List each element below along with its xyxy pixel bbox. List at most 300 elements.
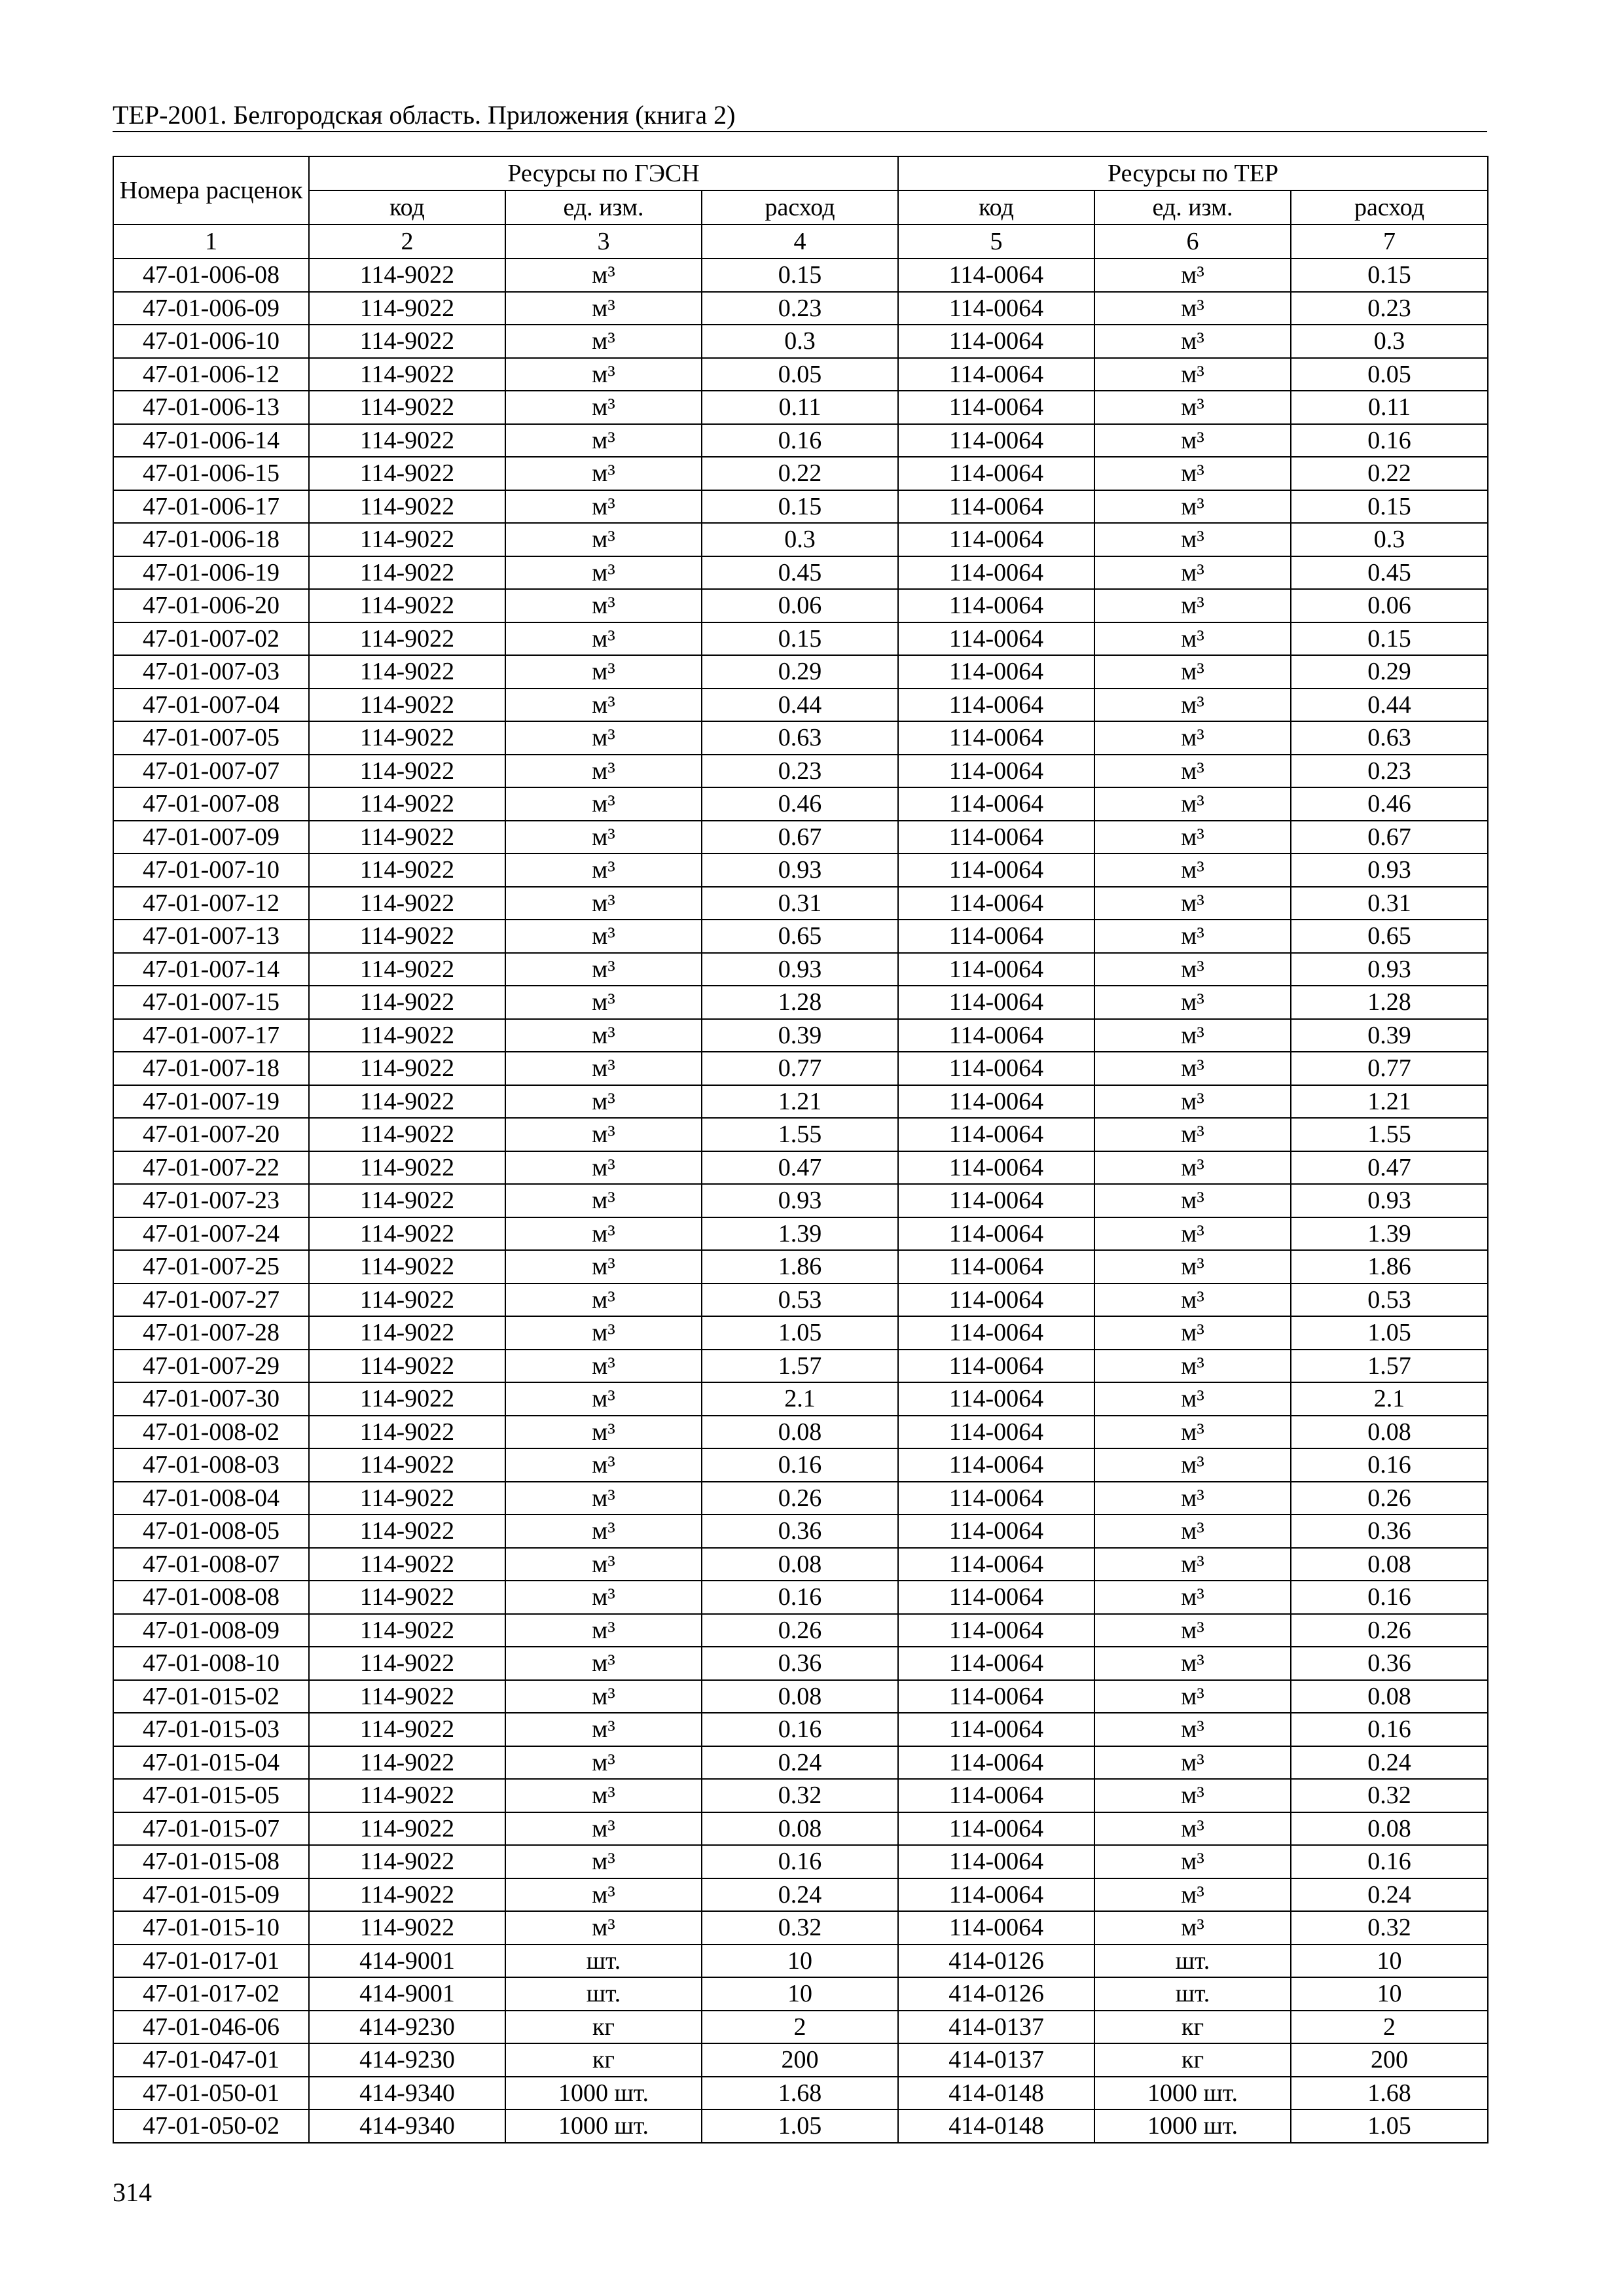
header-gesn-qty: расход: [702, 190, 898, 224]
rate-number-cell: 47-01-007-14: [113, 953, 309, 986]
ter-code-cell: 114-0064: [898, 1184, 1094, 1217]
ter-qty-cell: 0.08: [1291, 1680, 1488, 1713]
gesn-code-cell: 114-9022: [309, 1581, 505, 1614]
ter-qty-cell: 0.93: [1291, 853, 1488, 887]
ter-qty-cell: 0.23: [1291, 755, 1488, 788]
rate-number-cell: 47-01-008-07: [113, 1548, 309, 1581]
gesn-code-cell: 114-9022: [309, 1019, 505, 1052]
ter-qty-cell: 0.08: [1291, 1812, 1488, 1846]
gesn-unit-cell: м³: [505, 1647, 702, 1680]
ter-unit-cell: м³: [1094, 1416, 1291, 1449]
ter-unit-cell: м³: [1094, 1217, 1291, 1251]
table-row: [113, 2043, 1488, 2077]
gesn-unit-cell: м³: [505, 1151, 702, 1185]
ter-code-cell: 114-0064: [898, 853, 1094, 887]
gesn-code-cell: 114-9022: [309, 490, 505, 524]
rate-number-cell: 47-01-047-01: [113, 2043, 309, 2077]
rate-number-cell: 47-01-007-09: [113, 821, 309, 854]
gesn-code-cell: 114-9022: [309, 1713, 505, 1746]
gesn-code-cell: 114-9022: [309, 325, 505, 358]
ter-unit-cell: м³: [1094, 1118, 1291, 1151]
table-row: [113, 1382, 1488, 1416]
gesn-code-cell: 114-9022: [309, 523, 505, 556]
ter-unit-cell: м³: [1094, 391, 1291, 424]
ter-unit-cell: м³: [1094, 325, 1291, 358]
gesn-qty-cell: 1.05: [702, 2109, 898, 2143]
gesn-code-cell: 114-9022: [309, 1416, 505, 1449]
ter-qty-cell: 2: [1291, 2011, 1488, 2044]
gesn-unit-cell: м³: [505, 1184, 702, 1217]
gesn-code-cell: 114-9022: [309, 622, 505, 656]
table-row: [113, 1977, 1488, 2011]
ter-qty-cell: 0.44: [1291, 689, 1488, 722]
ter-qty-cell: 200: [1291, 2043, 1488, 2077]
ter-qty-cell: 0.67: [1291, 821, 1488, 854]
ter-code-cell: 114-0064: [898, 424, 1094, 457]
ter-code-cell: 114-0064: [898, 1283, 1094, 1317]
col-num-6: 6: [1094, 224, 1291, 259]
gesn-code-cell: 414-9001: [309, 1945, 505, 1978]
ter-code-cell: 114-0064: [898, 821, 1094, 854]
gesn-qty-cell: 1.21: [702, 1085, 898, 1119]
ter-unit-cell: м³: [1094, 1382, 1291, 1416]
rate-number-cell: 47-01-008-05: [113, 1515, 309, 1548]
table-row: [113, 953, 1488, 986]
table-body: [113, 259, 1488, 2143]
ter-code-cell: 414-0126: [898, 1977, 1094, 2011]
gesn-qty-cell: 0.15: [702, 490, 898, 524]
table-row: [113, 1647, 1488, 1680]
ter-unit-cell: м³: [1094, 622, 1291, 656]
ter-unit-cell: м³: [1094, 424, 1291, 457]
ter-qty-cell: 0.15: [1291, 259, 1488, 292]
rate-number-cell: 47-01-050-02: [113, 2109, 309, 2143]
resources-table: [113, 156, 1489, 2144]
gesn-code-cell: 414-9230: [309, 2043, 505, 2077]
gesn-code-cell: 114-9022: [309, 1151, 505, 1185]
gesn-code-cell: 114-9022: [309, 787, 505, 821]
ter-unit-cell: м³: [1094, 1647, 1291, 1680]
ter-qty-cell: 0.63: [1291, 721, 1488, 755]
rate-number-cell: 47-01-006-12: [113, 358, 309, 391]
rate-number-cell: 47-01-007-18: [113, 1052, 309, 1085]
gesn-code-cell: 114-9022: [309, 1085, 505, 1119]
ter-qty-cell: 0.16: [1291, 1845, 1488, 1878]
gesn-unit-cell: м³: [505, 622, 702, 656]
table-row: [113, 1250, 1488, 1283]
rate-number-cell: 47-01-006-13: [113, 391, 309, 424]
table-row: [113, 1845, 1488, 1878]
ter-qty-cell: 1.05: [1291, 2109, 1488, 2143]
rate-number-cell: 47-01-008-10: [113, 1647, 309, 1680]
gesn-unit-cell: кг: [505, 2011, 702, 2044]
ter-code-cell: 114-0064: [898, 358, 1094, 391]
col-num-5: 5: [898, 224, 1094, 259]
gesn-qty-cell: 0.16: [702, 424, 898, 457]
rate-number-cell: 47-01-015-08: [113, 1845, 309, 1878]
gesn-qty-cell: 0.16: [702, 1448, 898, 1482]
table-row: [113, 1085, 1488, 1119]
gesn-qty-cell: 0.32: [702, 1911, 898, 1945]
table-row: [113, 1217, 1488, 1251]
gesn-qty-cell: 0.36: [702, 1515, 898, 1548]
gesn-unit-cell: м³: [505, 424, 702, 457]
gesn-qty-cell: 0.63: [702, 721, 898, 755]
ter-unit-cell: м³: [1094, 1911, 1291, 1945]
ter-unit-cell: м³: [1094, 721, 1291, 755]
ter-unit-cell: м³: [1094, 589, 1291, 622]
gesn-unit-cell: м³: [505, 1812, 702, 1846]
ter-qty-cell: 0.53: [1291, 1283, 1488, 1317]
table-row: [113, 1482, 1488, 1515]
table-row: [113, 1911, 1488, 1945]
table-row: [113, 424, 1488, 457]
rate-number-cell: 47-01-007-02: [113, 622, 309, 656]
table-row: [113, 986, 1488, 1019]
gesn-code-cell: 114-9022: [309, 1316, 505, 1350]
table-row: [113, 1548, 1488, 1581]
table-row: [113, 1316, 1488, 1350]
ter-unit-cell: м³: [1094, 986, 1291, 1019]
gesn-code-cell: 114-9022: [309, 1680, 505, 1713]
ter-qty-cell: 0.93: [1291, 1184, 1488, 1217]
gesn-code-cell: 114-9022: [309, 424, 505, 457]
ter-unit-cell: шт.: [1094, 1977, 1291, 2011]
gesn-code-cell: 114-9022: [309, 1614, 505, 1647]
ter-qty-cell: 0.16: [1291, 1713, 1488, 1746]
gesn-unit-cell: кг: [505, 2043, 702, 2077]
ter-code-cell: 114-0064: [898, 655, 1094, 689]
gesn-qty-cell: 0.08: [702, 1548, 898, 1581]
gesn-code-cell: 114-9022: [309, 887, 505, 920]
rate-number-cell: 47-01-008-08: [113, 1581, 309, 1614]
gesn-qty-cell: 0.26: [702, 1614, 898, 1647]
table-row: [113, 622, 1488, 656]
gesn-unit-cell: м³: [505, 391, 702, 424]
gesn-qty-cell: 0.65: [702, 920, 898, 953]
ter-qty-cell: 1.39: [1291, 1217, 1488, 1251]
table-row: [113, 358, 1488, 391]
ter-unit-cell: м³: [1094, 1448, 1291, 1482]
table-row: [113, 2109, 1488, 2143]
table-row: [113, 1416, 1488, 1449]
gesn-qty-cell: 0.3: [702, 325, 898, 358]
ter-qty-cell: 0.24: [1291, 1878, 1488, 1912]
gesn-code-cell: 114-9022: [309, 1812, 505, 1846]
table-row: [113, 391, 1488, 424]
gesn-code-cell: 114-9022: [309, 259, 505, 292]
col-num-3: 3: [505, 224, 702, 259]
table-row: [113, 689, 1488, 722]
ter-code-cell: 114-0064: [898, 1548, 1094, 1581]
rate-number-cell: 47-01-015-07: [113, 1812, 309, 1846]
gesn-unit-cell: м³: [505, 1680, 702, 1713]
table-row: [113, 1779, 1488, 1812]
gesn-unit-cell: м³: [505, 1878, 702, 1912]
ter-code-cell: 114-0064: [898, 622, 1094, 656]
ter-qty-cell: 0.46: [1291, 787, 1488, 821]
rate-number-cell: 47-01-006-19: [113, 556, 309, 590]
gesn-qty-cell: 0.36: [702, 1647, 898, 1680]
gesn-unit-cell: м³: [505, 1911, 702, 1945]
table-row: [113, 556, 1488, 590]
ter-code-cell: 114-0064: [898, 457, 1094, 490]
table-row: [113, 1184, 1488, 1217]
ter-unit-cell: м³: [1094, 1019, 1291, 1052]
rate-number-cell: 47-01-007-12: [113, 887, 309, 920]
ter-code-cell: 114-0064: [898, 1812, 1094, 1846]
table-row: [113, 920, 1488, 953]
ter-code-cell: 114-0064: [898, 1878, 1094, 1912]
table-row: [113, 1118, 1488, 1151]
rate-number-cell: 47-01-007-27: [113, 1283, 309, 1317]
gesn-code-cell: 114-9022: [309, 1184, 505, 1217]
gesn-code-cell: 114-9022: [309, 1548, 505, 1581]
ter-code-cell: 414-0148: [898, 2109, 1094, 2143]
gesn-qty-cell: 0.77: [702, 1052, 898, 1085]
table-row: [113, 1448, 1488, 1482]
gesn-qty-cell: 0.26: [702, 1482, 898, 1515]
ter-unit-cell: м³: [1094, 1316, 1291, 1350]
rate-number-cell: 47-01-007-03: [113, 655, 309, 689]
gesn-code-cell: 114-9022: [309, 1250, 505, 1283]
ter-qty-cell: 0.16: [1291, 1448, 1488, 1482]
gesn-qty-cell: 0.29: [702, 655, 898, 689]
ter-code-cell: 114-0064: [898, 1845, 1094, 1878]
ter-qty-cell: 0.16: [1291, 424, 1488, 457]
gesn-unit-cell: м³: [505, 358, 702, 391]
ter-code-cell: 114-0064: [898, 755, 1094, 788]
gesn-code-cell: 114-9022: [309, 556, 505, 590]
ter-code-cell: 114-0064: [898, 523, 1094, 556]
ter-code-cell: 114-0064: [898, 1779, 1094, 1812]
col-num-4: 4: [702, 224, 898, 259]
header-group-ter: Ресурсы по ТЕР: [898, 156, 1488, 190]
ter-unit-cell: м³: [1094, 1779, 1291, 1812]
rate-number-cell: 47-01-007-23: [113, 1184, 309, 1217]
gesn-code-cell: 414-9001: [309, 1977, 505, 2011]
gesn-unit-cell: 1000 шт.: [505, 2109, 702, 2143]
ter-code-cell: 114-0064: [898, 721, 1094, 755]
ter-qty-cell: 0.15: [1291, 490, 1488, 524]
header-ter-code: код: [898, 190, 1094, 224]
gesn-unit-cell: м³: [505, 325, 702, 358]
gesn-qty-cell: 200: [702, 2043, 898, 2077]
ter-unit-cell: м³: [1094, 1350, 1291, 1383]
gesn-unit-cell: м³: [505, 1779, 702, 1812]
ter-qty-cell: 0.08: [1291, 1416, 1488, 1449]
rate-number-cell: 47-01-050-01: [113, 2077, 309, 2110]
ter-unit-cell: м³: [1094, 358, 1291, 391]
table-row: [113, 490, 1488, 524]
gesn-unit-cell: м³: [505, 655, 702, 689]
gesn-qty-cell: 0.39: [702, 1019, 898, 1052]
rate-number-cell: 47-01-007-20: [113, 1118, 309, 1151]
gesn-code-cell: 114-9022: [309, 358, 505, 391]
ter-qty-cell: 0.3: [1291, 523, 1488, 556]
ter-unit-cell: м³: [1094, 655, 1291, 689]
page-number: 314: [113, 2178, 152, 2207]
header-row-sub: [113, 190, 1488, 224]
rate-number-cell: 47-01-046-06: [113, 2011, 309, 2044]
gesn-code-cell: 114-9022: [309, 821, 505, 854]
ter-unit-cell: м³: [1094, 1515, 1291, 1548]
ter-unit-cell: м³: [1094, 292, 1291, 325]
ter-unit-cell: м³: [1094, 1845, 1291, 1878]
rate-number-cell: 47-01-017-01: [113, 1945, 309, 1978]
ter-unit-cell: м³: [1094, 490, 1291, 524]
ter-unit-cell: м³: [1094, 920, 1291, 953]
gesn-unit-cell: м³: [505, 490, 702, 524]
gesn-code-cell: 114-9022: [309, 1283, 505, 1317]
col-num-1: 1: [113, 224, 309, 259]
ter-unit-cell: м³: [1094, 887, 1291, 920]
gesn-code-cell: 114-9022: [309, 1482, 505, 1515]
gesn-code-cell: 114-9022: [309, 1515, 505, 1548]
ter-code-cell: 114-0064: [898, 325, 1094, 358]
gesn-qty-cell: 0.23: [702, 292, 898, 325]
rate-number-cell: 47-01-007-13: [113, 920, 309, 953]
gesn-unit-cell: м³: [505, 1548, 702, 1581]
rate-number-cell: 47-01-006-10: [113, 325, 309, 358]
gesn-unit-cell: м³: [505, 1019, 702, 1052]
ter-code-cell: 114-0064: [898, 292, 1094, 325]
gesn-qty-cell: 0.46: [702, 787, 898, 821]
gesn-unit-cell: м³: [505, 1746, 702, 1780]
gesn-unit-cell: м³: [505, 1581, 702, 1614]
ter-code-cell: 114-0064: [898, 887, 1094, 920]
ter-code-cell: 114-0064: [898, 1085, 1094, 1119]
ter-unit-cell: кг: [1094, 2011, 1291, 2044]
ter-unit-cell: м³: [1094, 1812, 1291, 1846]
gesn-qty-cell: 2: [702, 2011, 898, 2044]
col-num-2: 2: [309, 224, 505, 259]
rate-number-cell: 47-01-007-17: [113, 1019, 309, 1052]
ter-unit-cell: м³: [1094, 1052, 1291, 1085]
ter-unit-cell: м³: [1094, 1581, 1291, 1614]
gesn-qty-cell: 0.15: [702, 259, 898, 292]
table-row: [113, 1746, 1488, 1780]
rate-number-cell: 47-01-007-30: [113, 1382, 309, 1416]
gesn-unit-cell: м³: [505, 821, 702, 854]
gesn-qty-cell: 0.24: [702, 1878, 898, 1912]
ter-qty-cell: 10: [1291, 1977, 1488, 2011]
table-row: [113, 1350, 1488, 1383]
gesn-unit-cell: м³: [505, 853, 702, 887]
gesn-unit-cell: м³: [505, 1515, 702, 1548]
gesn-qty-cell: 0.32: [702, 1779, 898, 1812]
ter-qty-cell: 0.65: [1291, 920, 1488, 953]
gesn-unit-cell: м³: [505, 589, 702, 622]
header-numbers: Номера расценок: [113, 156, 309, 224]
gesn-qty-cell: 1.39: [702, 1217, 898, 1251]
gesn-qty-cell: 0.05: [702, 358, 898, 391]
rate-number-cell: 47-01-007-08: [113, 787, 309, 821]
gesn-qty-cell: 0.06: [702, 589, 898, 622]
ter-unit-cell: м³: [1094, 787, 1291, 821]
ter-qty-cell: 0.24: [1291, 1746, 1488, 1780]
ter-qty-cell: 0.36: [1291, 1515, 1488, 1548]
ter-qty-cell: 1.28: [1291, 986, 1488, 1019]
gesn-unit-cell: м³: [505, 1448, 702, 1482]
rate-number-cell: 47-01-006-17: [113, 490, 309, 524]
ter-qty-cell: 0.29: [1291, 655, 1488, 689]
header-gesn-code: код: [309, 190, 505, 224]
ter-unit-cell: м³: [1094, 1548, 1291, 1581]
ter-unit-cell: м³: [1094, 1746, 1291, 1780]
gesn-qty-cell: 0.67: [702, 821, 898, 854]
gesn-qty-cell: 0.22: [702, 457, 898, 490]
gesn-unit-cell: м³: [505, 1217, 702, 1251]
gesn-unit-cell: м³: [505, 1382, 702, 1416]
rate-number-cell: 47-01-007-22: [113, 1151, 309, 1185]
gesn-code-cell: 114-9022: [309, 655, 505, 689]
ter-unit-cell: м³: [1094, 1713, 1291, 1746]
rate-number-cell: 47-01-015-05: [113, 1779, 309, 1812]
gesn-unit-cell: м³: [505, 1713, 702, 1746]
gesn-unit-cell: м³: [505, 1614, 702, 1647]
ter-code-cell: 114-0064: [898, 1614, 1094, 1647]
ter-code-cell: 114-0064: [898, 1515, 1094, 1548]
table-row: [113, 721, 1488, 755]
ter-unit-cell: кг: [1094, 2043, 1291, 2077]
ter-unit-cell: м³: [1094, 1085, 1291, 1119]
gesn-code-cell: 114-9022: [309, 292, 505, 325]
header-row-groups: [113, 156, 1488, 190]
ter-qty-cell: 1.57: [1291, 1350, 1488, 1383]
gesn-unit-cell: 1000 шт.: [505, 2077, 702, 2110]
gesn-code-cell: 114-9022: [309, 1845, 505, 1878]
table-row: [113, 887, 1488, 920]
gesn-unit-cell: м³: [505, 787, 702, 821]
ter-unit-cell: шт.: [1094, 1945, 1291, 1978]
gesn-qty-cell: 0.24: [702, 1746, 898, 1780]
gesn-unit-cell: м³: [505, 1482, 702, 1515]
gesn-qty-cell: 10: [702, 1945, 898, 1978]
table-header: [113, 156, 1488, 259]
gesn-unit-cell: шт.: [505, 1977, 702, 2011]
gesn-code-cell: 414-9230: [309, 2011, 505, 2044]
rate-number-cell: 47-01-007-07: [113, 755, 309, 788]
ter-code-cell: 114-0064: [898, 1052, 1094, 1085]
gesn-code-cell: 114-9022: [309, 1382, 505, 1416]
gesn-qty-cell: 0.93: [702, 953, 898, 986]
table-row: [113, 1945, 1488, 1978]
gesn-code-cell: 114-9022: [309, 1911, 505, 1945]
gesn-qty-cell: 0.16: [702, 1845, 898, 1878]
gesn-unit-cell: м³: [505, 292, 702, 325]
gesn-unit-cell: м³: [505, 1845, 702, 1878]
ter-unit-cell: м³: [1094, 1614, 1291, 1647]
gesn-qty-cell: 1.55: [702, 1118, 898, 1151]
table-row: [113, 457, 1488, 490]
rate-number-cell: 47-01-007-10: [113, 853, 309, 887]
ter-qty-cell: 0.31: [1291, 887, 1488, 920]
header-ter-unit: ед. изм.: [1094, 190, 1291, 224]
rate-number-cell: 47-01-015-03: [113, 1713, 309, 1746]
rate-number-cell: 47-01-017-02: [113, 1977, 309, 2011]
gesn-unit-cell: м³: [505, 1085, 702, 1119]
ter-code-cell: 114-0064: [898, 1151, 1094, 1185]
ter-qty-cell: 0.32: [1291, 1911, 1488, 1945]
rate-number-cell: 47-01-007-05: [113, 721, 309, 755]
ter-qty-cell: 10: [1291, 1945, 1488, 1978]
gesn-code-cell: 114-9022: [309, 986, 505, 1019]
ter-code-cell: 414-0126: [898, 1945, 1094, 1978]
gesn-qty-cell: 0.23: [702, 755, 898, 788]
ter-qty-cell: 0.32: [1291, 1779, 1488, 1812]
gesn-qty-cell: 0.16: [702, 1713, 898, 1746]
